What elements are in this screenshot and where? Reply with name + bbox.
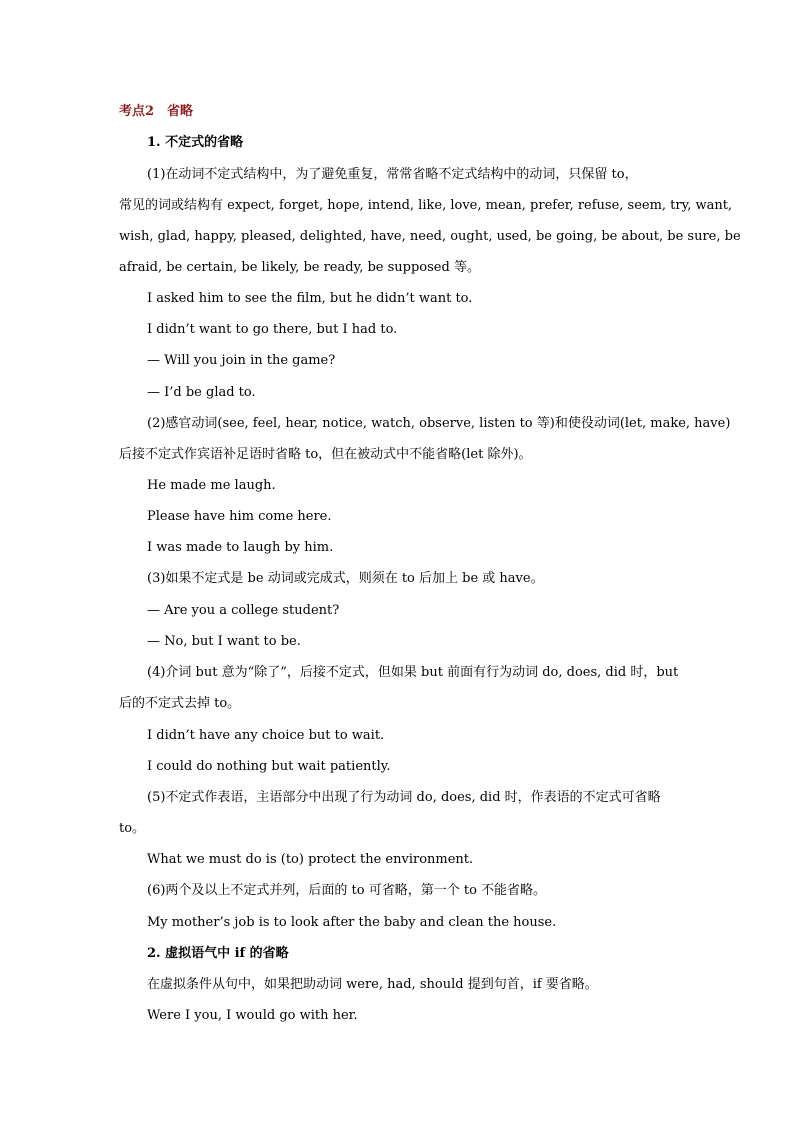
example-text: — I’d be glad to. [147,385,256,400]
rule5-line2: to。 [119,821,146,836]
example-text: I asked him to see the film, but he didn’t want to. [147,291,473,306]
rule1-line3: wish, glad, happy, pleased, delighted, have, need, ought, used, be going, be about, be sure, be [119,229,741,244]
example-text: He made me laugh. [147,478,276,493]
rule1-line4: afraid, be certain, be likely, be ready, be supposed 等。 [119,260,480,275]
rule6-text: (6)两个及以上不定式并列，后面的 to 可省略，第一个 to 不能省略。 [147,883,547,898]
example-text: My mother’s job is to look after the baby and clean the house. [147,915,557,930]
part2-rule: 在虚拟条件从句中，如果把助动词 were, had, should 提到句首，if 要省略。 [147,977,598,992]
rule1-line2: 常见的词或结构有 expect, forget, hope, intend, like, love, mean, prefer, refuse, seem, try, want, [119,198,733,213]
part1-heading: 1. 不定式的省略 [147,135,244,150]
rule4-line2: 后的不定式去掉 to。 [119,696,241,711]
rule4-line1: (4)介词 but 意为“除了”，后接不定式，但如果 but 前面有行为动词 do, does, did 时，but [147,665,679,680]
example-text: I didn’t want to go there, but I had to. [147,322,398,337]
rule3-text: (3)如果不定式是 be 动词或完成式，则须在 to 后加上 be 或 have。 [147,571,544,586]
rule2-line1: (2)感官动词(see, feel, hear, notice, watch, observe, listen to 等)和使役动词(let, make, have) [147,416,731,431]
example-text: — Are you a college student? [147,603,340,618]
example-text: I was made to laugh by him. [147,540,334,555]
example-text: What we must do is (to) protect the environment. [147,852,474,867]
example-text: — No, but I want to be. [147,634,301,649]
example-text: I could do nothing but wait patiently. [147,759,391,774]
rule5-line1: (5)不定式作表语，主语部分中出现了行为动词 do, does, did 时，作表语的不定式可省略 [147,790,661,805]
part2-heading: 2. 虚拟语气中 if 的省略 [147,946,289,961]
section-title: 考点2 省略 [119,104,194,119]
rule1-line1: (1)在动词不定式结构中，为了避免重复，常常省略不定式结构中的动词，只保留 to， [147,167,638,182]
example-text: Were I you, I would go with her. [147,1008,358,1023]
example-text: I didn’t have any choice but to wait. [147,728,385,743]
rule2-line2: 后接不定式作宾语补足语时省略 to，但在被动式中不能省略(let 除外)。 [119,447,532,462]
example-text: Please have him come here. [147,509,332,524]
example-text: — Will you join in the game? [147,353,336,368]
